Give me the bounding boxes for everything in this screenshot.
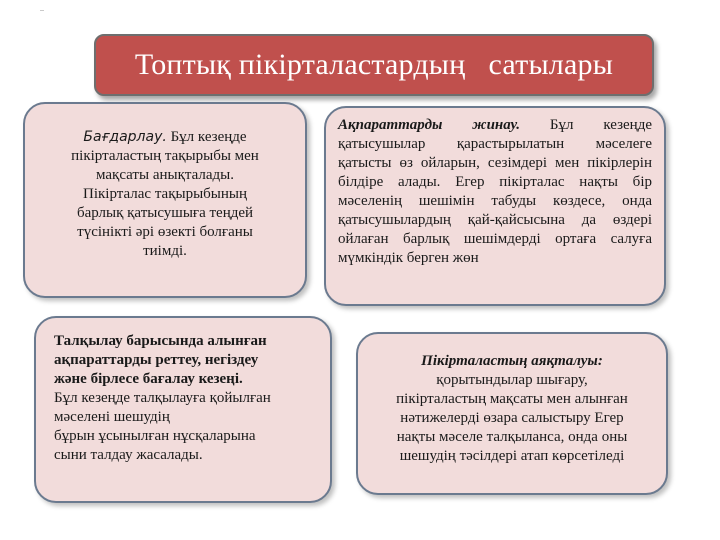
stage-text-line: Бұл кезеңде талқылауға қойылған bbox=[54, 390, 271, 406]
stage-text-line: мәселені шешудің bbox=[54, 409, 170, 425]
stage-card-information-gathering bbox=[324, 106, 666, 306]
stage-text-line: тиімді. bbox=[143, 243, 187, 259]
stage-lead: Ақпараттарды жинау. bbox=[338, 117, 521, 133]
stage-lead-line: және бірлесе бағалау кезеңі. bbox=[54, 371, 243, 387]
page-title: Топтық пікірталастардың сатылары bbox=[134, 48, 614, 81]
title-banner bbox=[94, 34, 654, 96]
stage-lead-line: Талқылау барысында алынған bbox=[54, 333, 267, 349]
stage-text-line: мақсаты анықталады. bbox=[95, 167, 234, 183]
stage-text-line: Бұл кезеңде bbox=[170, 129, 247, 145]
stage-text-line: түсінікті әрі өзекті болғаны bbox=[77, 224, 253, 240]
stage-text-line: қорытындылар шығару, bbox=[436, 372, 588, 388]
stage-lead: Пікірталастың аяқталуы: bbox=[421, 353, 603, 369]
stage-text-line: сыни талдау жасалады. bbox=[54, 447, 203, 463]
stage-text-line: пікірталастың тақырыбы мен bbox=[71, 148, 259, 164]
stage-text-line: барлық қатысушыға теңдей bbox=[76, 205, 254, 221]
stage-text-line: бұрын ұсынылған нұсқаларына bbox=[54, 428, 256, 444]
stage-text-line: нақты мәселе талқыланса, онда оны bbox=[396, 429, 628, 445]
stage-text-line: шешудің тәсілдері атап көрсетіледі bbox=[399, 448, 625, 464]
stage-text-line: пікірталастың мақсаты мен алынған bbox=[396, 391, 628, 407]
stage-card-orientation bbox=[23, 102, 307, 298]
stage-lead: Бағдарлау. bbox=[83, 129, 167, 145]
stage-text-line: нәтижелерді өзара салыстыру Егер bbox=[400, 410, 624, 426]
stage-text: Бұл кезеңде қатысушылар қарастырылатын мәселеге қатысты өз ойларын, сезімдері мен пікірлерін білдіре алады. Егер пікірталас нақты бір мәселенің шешімін табуды көздесе, онда қатысушылардың қай-қайсысына да өздері ойлаған барлық шешімдерді ортаға салуға мүмкіндік берген жөн bbox=[338, 117, 652, 266]
stage-text-line: Пікірталас тақырыбының bbox=[82, 186, 248, 202]
corner-mark: .. bbox=[40, 4, 44, 13]
stage-lead-line: ақпараттарды реттеу, негіздеу bbox=[54, 352, 259, 368]
stage-card-conclusion bbox=[356, 332, 668, 495]
stage-card-discussion bbox=[34, 316, 332, 503]
